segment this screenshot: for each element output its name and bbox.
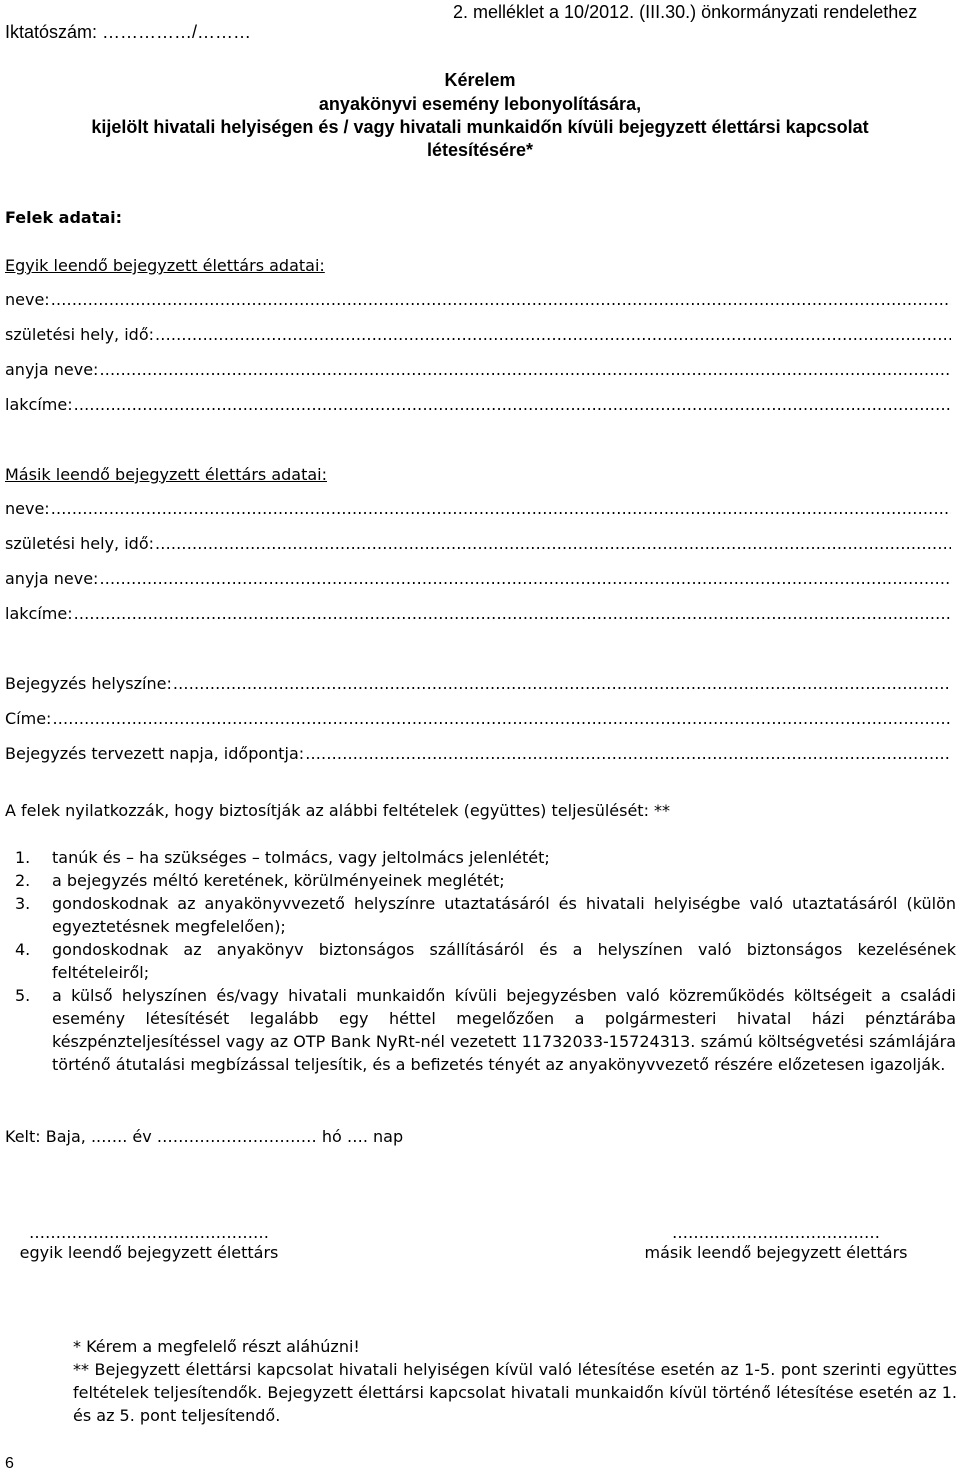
left-signature-label: egyik leendő bejegyzett élettárs: [19, 1243, 279, 1262]
item-text: a külső helyszínen és/vagy hivatali munkaidőn kívüli bejegyzésben való közreműködés költségeit a családi esemény létesítését legalább egy héttel megelőzően a polgármesteri hivatal házi pénztárába készpénzteljesítéssel vagy az OTP Bank NyRt-nél vezetett 11732033-15724313. számú költségvetési számlájára történő átutalási megbízással teljesítik, és a befizetés tényét az anyakönyvvezető részére előzetesen igazolják.: [52, 986, 956, 1074]
footnote-1: * Kérem a megfelelő részt aláhúzni!: [73, 1337, 360, 1356]
item-text: gondoskodnak az anyakönyv biztonságos szállításáról és a helyszínen való biztonságos kezelésének feltételeiről;: [52, 940, 956, 982]
right-signature-label: másik leendő bejegyzett élettárs: [644, 1243, 908, 1262]
fill-line: [74, 395, 951, 414]
form-subtitle-3: létesítésére*: [426, 140, 534, 160]
second-birth-field[interactable]: [5, 534, 951, 553]
first-name-field[interactable]: [5, 290, 951, 309]
footnotes: [73, 1335, 957, 1427]
declaration-text: A felek nyilatkozzák, hogy biztosítják az alábbi feltételek (együttes) teljesülését: **: [5, 801, 671, 820]
second-address-field[interactable]: [5, 604, 951, 623]
left-signature-line[interactable]: ………………………………………: [29, 1223, 269, 1242]
item-number: 3.: [15, 894, 31, 913]
field-label: születési hely, idő:: [5, 534, 154, 553]
field-label: lakcíme:: [5, 604, 73, 623]
field-label: lakcíme:: [5, 395, 73, 414]
form-title: Kérelem: [444, 70, 516, 90]
fill-line: [51, 290, 951, 309]
field-label: anyja neve:: [5, 569, 99, 588]
fill-line: [99, 569, 951, 588]
first-birth-field[interactable]: [5, 325, 951, 344]
item-text: a bejegyzés méltó keretének, körülményeinek meglétét;: [52, 871, 505, 890]
fill-line: [74, 604, 951, 623]
item-number: 1.: [15, 848, 31, 867]
form-subtitle-1: anyakönyvi esemény lebonyolítására,: [318, 94, 642, 114]
first-partner-heading: Egyik leendő bejegyzett élettárs adatai:: [5, 256, 325, 275]
list-item: [15, 846, 956, 869]
planned-date-field[interactable]: [5, 744, 951, 763]
item-text: gondoskodnak az anyakönyvvezető helyszínre utaztatásáról és hivatali helyiségbe való utaztatásáról (külön egyeztetésnek megfelelően);: [52, 894, 956, 936]
venue-field[interactable]: [5, 674, 951, 693]
fill-line: [155, 325, 951, 344]
conditions-list: [15, 846, 956, 1076]
field-label: Címe:: [5, 709, 52, 728]
list-item: [15, 892, 956, 938]
first-address-field[interactable]: [5, 395, 951, 414]
item-text: tanúk és – ha szükséges – tolmács, vagy jeltolmács jelenlétét;: [52, 848, 550, 867]
venue-address-field[interactable]: [5, 709, 951, 728]
second-name-field[interactable]: [5, 499, 951, 518]
list-item: [15, 984, 956, 1076]
fill-line: [305, 744, 951, 763]
form-subtitle-2: kijelölt hivatali helyiségen és / vagy hivatali munkaidőn kívüli bejegyzett élettársi kapcsolat: [91, 117, 869, 137]
second-partner-heading: Másik leendő bejegyzett élettárs adatai:: [5, 465, 327, 484]
item-number: 2.: [15, 871, 31, 890]
second-mother-field[interactable]: [5, 569, 951, 588]
parties-heading: Felek adatai:: [5, 208, 123, 227]
list-item: [15, 938, 956, 984]
list-item: [15, 869, 956, 892]
fill-line: [155, 534, 951, 553]
first-mother-field[interactable]: [5, 360, 951, 379]
field-label: Bejegyzés helyszíne:: [5, 674, 172, 693]
date-line: Kelt: Baja, ..….. év ………………………… hó …. nap: [5, 1127, 404, 1146]
annex-reference: 2. melléklet a 10/2012. (III.30.) önkormányzati rendelethez: [453, 2, 918, 22]
fill-line: [99, 360, 951, 379]
right-signature-line[interactable]: …………………………………: [672, 1223, 880, 1242]
field-label: neve:: [5, 499, 50, 518]
fill-line: [52, 709, 951, 728]
registration-number: Iktatószám: ……………/………: [5, 22, 252, 42]
field-label: Bejegyzés tervezett napja, időpontja:: [5, 744, 305, 763]
item-number: 4.: [15, 940, 31, 959]
field-label: anyja neve:: [5, 360, 99, 379]
fill-line: [173, 674, 951, 693]
item-number: 5.: [15, 986, 31, 1005]
fill-line: [51, 499, 951, 518]
field-label: születési hely, idő:: [5, 325, 154, 344]
field-label: neve:: [5, 290, 50, 309]
footnote-2: ** Bejegyzett élettársi kapcsolat hivatali helyiségen kívül való létesítése esetén az 1-5. pont szerinti együttes feltételek teljesítendők. Bejegyzett élettársi kapcsolat hivatali munkaidőn kívül történő létesítése esetén az 1. és az 5. pont teljesítendő.: [73, 1360, 957, 1425]
page-number: 6: [5, 1455, 14, 1472]
